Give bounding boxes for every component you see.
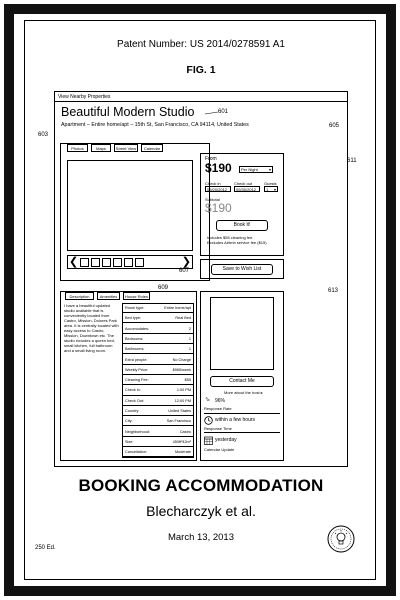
checkin-label: Check in <box>205 181 221 186</box>
tab-maps[interactable]: Maps <box>91 144 111 152</box>
guests-label: Guests <box>264 181 277 186</box>
response-arrow-icon: ⬂ <box>205 397 211 403</box>
ref-603: 603 <box>38 132 49 138</box>
thumbnail[interactable] <box>80 258 89 267</box>
thumbnail[interactable] <box>135 258 144 267</box>
detail-key: Cleaning Fee: <box>125 378 149 383</box>
ref-613: 613 <box>328 288 339 294</box>
window-title: View Nearby Properties <box>55 92 347 102</box>
detail-key: Country: <box>125 409 140 413</box>
checkout-field[interactable]: 09/30/2012 <box>234 186 260 192</box>
tab-street-view[interactable]: Street View <box>115 146 137 151</box>
detail-key: City: <box>125 419 133 424</box>
fee-note-excluded: Excludes Airbnb service fee ($15) <box>207 240 267 245</box>
detail-key: Bathrooms: <box>125 347 145 352</box>
detail-row <box>123 356 193 365</box>
detail-key: Size: <box>125 439 134 444</box>
checkin-field[interactable]: 09/20/2012 <box>205 186 231 192</box>
response-time-label: Response Time <box>204 426 232 431</box>
listing-subtitle: Apartment – Entire home/apt – 15th St, San Francisco, CA 94114, United States <box>61 122 249 128</box>
calendar-update-label: Calendar Update <box>204 447 235 452</box>
detail-key: Check Out: <box>125 398 144 403</box>
next-arrow-icon[interactable]: ❯ <box>181 256 191 268</box>
detail-row <box>123 325 193 334</box>
ref-611: 611 <box>347 158 357 164</box>
ref-609: 609 <box>158 285 169 291</box>
ref-607: 607 <box>179 268 190 274</box>
figure-label: FIG. 1 <box>186 64 216 76</box>
thumbnail[interactable] <box>91 258 100 267</box>
detail-value: Moderate <box>174 450 191 455</box>
detail-value: San Francisco <box>166 419 191 424</box>
detail-key: Extra people: <box>125 357 148 362</box>
divider <box>204 413 280 414</box>
detail-row <box>123 407 193 416</box>
detail-key: Bedrooms: <box>125 336 144 341</box>
calendar-icon <box>204 436 213 445</box>
details-panel <box>60 291 197 461</box>
chevron-down-icon: ▾ <box>273 187 276 192</box>
tab-calendar[interactable]: Calendar <box>141 144 163 152</box>
detail-row <box>123 304 193 313</box>
poster-card <box>24 20 376 580</box>
book-button[interactable]: Book it! <box>216 220 268 231</box>
chevron-down-icon: ▾ <box>268 167 271 172</box>
description-text: I have a beautiful updated studio available that is conveniently located from Castro, Mission, Dolores Park area. It is centrally located with easy access to Castro, Mission, Downtown etc. The studio includes a queen bed, small kitchen, full bathroom and a small living room. <box>64 303 119 353</box>
fee-note-included: Includes $55 cleaning fee. <box>207 235 254 240</box>
media-panel <box>60 143 210 281</box>
listing-title: Beautiful Modern Studio <box>61 105 195 119</box>
patent-number: Patent Number: US 2014/0278591 A1 <box>117 39 285 50</box>
detail-row <box>123 417 193 426</box>
divider <box>204 432 280 433</box>
detail-row <box>123 428 193 437</box>
response-rate-label: Response Rate <box>204 406 232 411</box>
detail-value: 2 <box>188 326 191 331</box>
detail-value: No Charge <box>172 357 191 362</box>
tab-description[interactable]: Description <box>65 292 94 300</box>
detail-row <box>123 376 193 385</box>
nightly-price: $190 <box>205 161 232 175</box>
lightbulb-seal-icon <box>327 525 355 553</box>
detail-row <box>123 366 193 375</box>
thumbnail[interactable] <box>124 258 133 267</box>
price-period-select[interactable] <box>239 166 273 173</box>
thumbnail-strip <box>67 255 193 269</box>
detail-key: Room type: <box>125 306 145 310</box>
booking-panel <box>200 153 284 256</box>
detail-row <box>123 335 193 344</box>
guests-select[interactable] <box>264 186 278 192</box>
wishlist-panel <box>200 259 284 279</box>
more-about-host-link[interactable]: More about the host ▸ <box>224 390 263 395</box>
response-rate-value: 96% <box>215 398 226 404</box>
detail-row <box>123 386 193 395</box>
response-time-value: within a few hours <box>215 417 256 423</box>
detail-row <box>123 345 193 354</box>
detail-row <box>123 314 193 323</box>
detail-key: Neighborhood: <box>125 429 150 434</box>
detail-value: Castro <box>179 429 191 434</box>
checkout-label: Check out <box>234 181 253 186</box>
ref-601: 601 <box>218 109 229 115</box>
thumbnail[interactable] <box>113 258 122 267</box>
subtotal-value: $190 <box>205 201 232 215</box>
ref-605: 605 <box>329 123 340 129</box>
host-photo <box>210 297 274 370</box>
detail-row <box>123 438 193 447</box>
detail-key: Check in: <box>125 388 141 393</box>
detail-value: United States <box>168 409 191 413</box>
poster-title: BOOKING ACCOMMODATION <box>78 476 324 495</box>
from-label: From <box>205 156 217 162</box>
detail-value: $965/week <box>172 367 191 372</box>
detail-value: 1 <box>188 347 191 352</box>
clock-icon <box>204 416 213 425</box>
calendar-update-value: yesterday <box>215 437 237 443</box>
price-period-value: Per Night <box>241 167 258 172</box>
detail-value: 450ft²42m² <box>172 439 191 444</box>
detail-value: 1:00 PM <box>176 388 191 393</box>
detail-value: $55 <box>184 378 191 383</box>
guests-value: 1 <box>266 187 269 192</box>
poster-date: March 13, 2013 <box>167 532 234 543</box>
detail-key: Cancellation: <box>125 450 147 455</box>
thumbnail[interactable] <box>102 258 111 267</box>
patent-drawing <box>38 91 357 467</box>
photo-view <box>67 160 193 251</box>
tab-amenities[interactable]: Amenities <box>97 292 120 300</box>
tab-photos[interactable]: Photos <box>67 144 88 152</box>
host-panel <box>200 291 284 461</box>
detail-value: 12:00 PM <box>174 398 191 403</box>
poster-authors: Blecharczyk et al. <box>146 503 256 519</box>
detail-key: Weekly Price: <box>125 367 149 372</box>
detail-key: Bed type: <box>125 316 142 321</box>
detail-value: 1 <box>188 336 191 341</box>
detail-value: Real Bed <box>175 316 191 321</box>
leader-601 <box>205 111 219 115</box>
tab-house-rules[interactable]: House Rules <box>123 292 150 300</box>
edition-label: 250 Ed. <box>35 545 56 551</box>
contact-me-button[interactable]: Contact Me <box>210 376 274 387</box>
detail-value: Entire home/apt <box>164 306 191 310</box>
details-table <box>122 303 194 458</box>
detail-row <box>123 397 193 406</box>
detail-key: Accomodates: <box>125 326 150 331</box>
save-to-wish-list-button[interactable]: Save to Wish List <box>211 264 273 275</box>
prev-arrow-icon[interactable]: ❮ <box>69 256 79 268</box>
subtotal-label: Subtotal <box>205 197 220 202</box>
detail-row <box>123 448 193 457</box>
